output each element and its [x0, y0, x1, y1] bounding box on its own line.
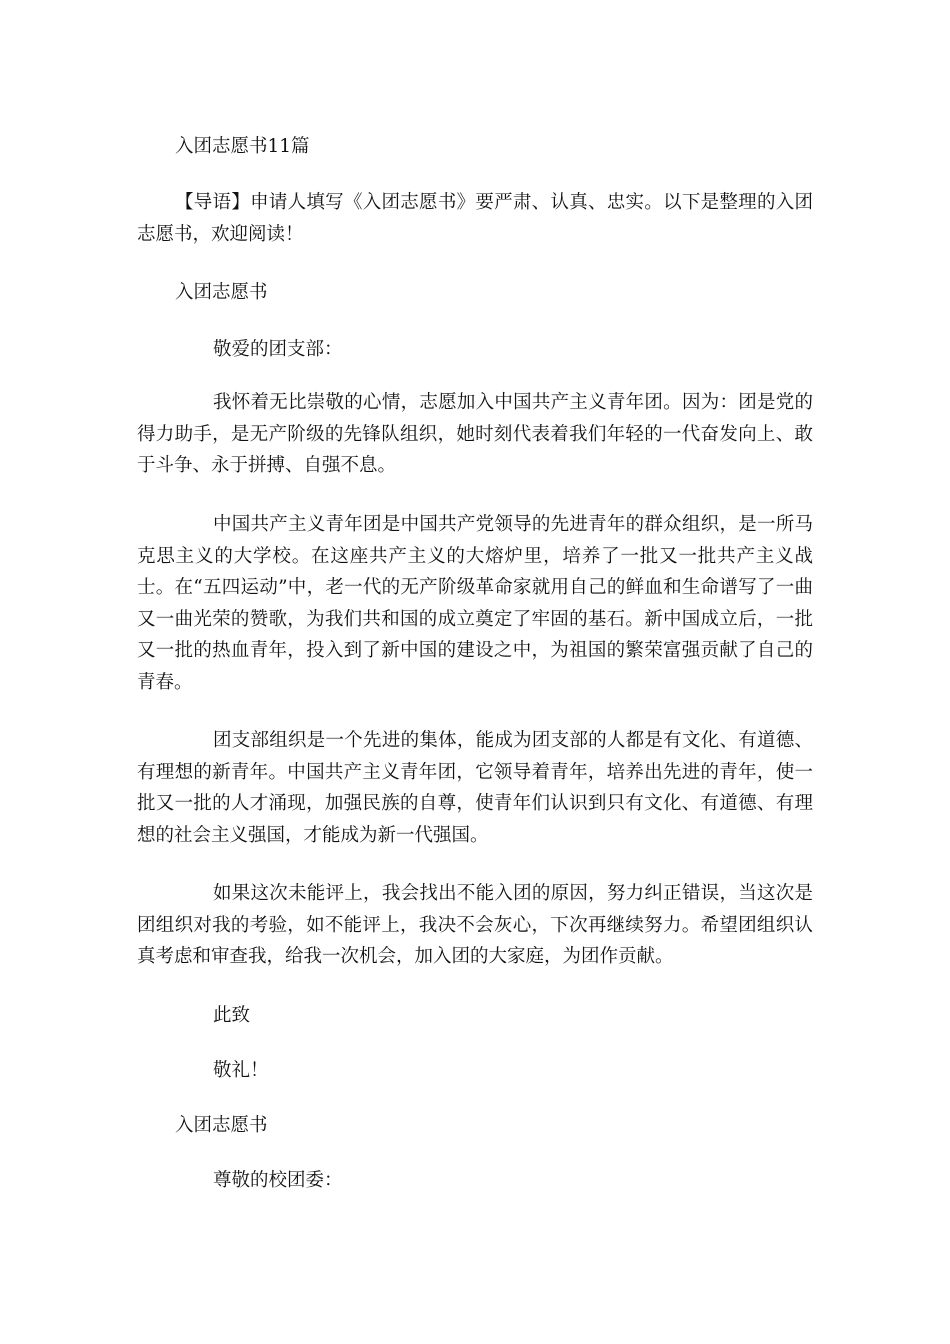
- letter2-salutation: 尊敬的校团委：: [213, 1170, 343, 1191]
- letter1-closing-cizhi: 此致: [213, 1005, 251, 1026]
- letter1-paragraph-4: 如果这次未能评上，我会找出不能入团的原因，努力纠正错误，当这次是团组织对我的考验，如不能评上，我决不会灰心，下次再继续努力。希望团组织认真考虑和审查我，给我一次机会，加入团的大家庭，为团作贡献。: [137, 883, 813, 968]
- letter1-paragraph-1: 我怀着无比崇敬的心情，志愿加入中国共产主义青年团。因为：团是党的得力助手，是无产阶级的先锋队组织，她时刻代表着我们年轻的一代奋发向上、敢于斗争、永于拼搏、自强不息。: [137, 392, 813, 477]
- letter1-salutation: 敬爱的团支部：: [213, 339, 343, 360]
- intro-paragraph: 【导语】申请人填写《入团志愿书》要严肃、认真、忠实。以下是整理的入团志愿书，欢迎阅读！: [137, 192, 813, 245]
- letter1-paragraph-3: 团支部组织是一个先进的集体，能成为团支部的人都是有文化、有道德、有理想的新青年。中国共产主义青年团，它领导着青年，培养出先进的青年，使一批又一批的人才涌现，加强民族的自尊，使青年们认识到只有文化、有道德、有理想的社会主义强国，才能成为新一代强国。: [137, 730, 813, 846]
- letter1-heading: 入团志愿书: [175, 282, 268, 303]
- letter1-paragraph-2: 中国共产主义青年团是中国共产党领导的先进青年的群众组织，是一所马克思主义的大学校。在这座共产主义的大熔炉里，培养了一批又一批共产主义战士。在“五四运动”中，老一代的无产阶级革命家就用自己的鲜血和生命谱写了一曲又一曲光荣的赞歌，为我们共和国的成立奠定了牢固的基石。新中国成立后，一批又一批的热血青年，投入到了新中国的建设之中，为祖国的繁荣富强贡献了自己的青春。: [137, 514, 813, 693]
- letter2-heading: 入团志愿书: [175, 1115, 268, 1136]
- document-title: 入团志愿书11篇: [175, 136, 310, 157]
- letter1-closing-jingli: 敬礼！: [213, 1060, 269, 1081]
